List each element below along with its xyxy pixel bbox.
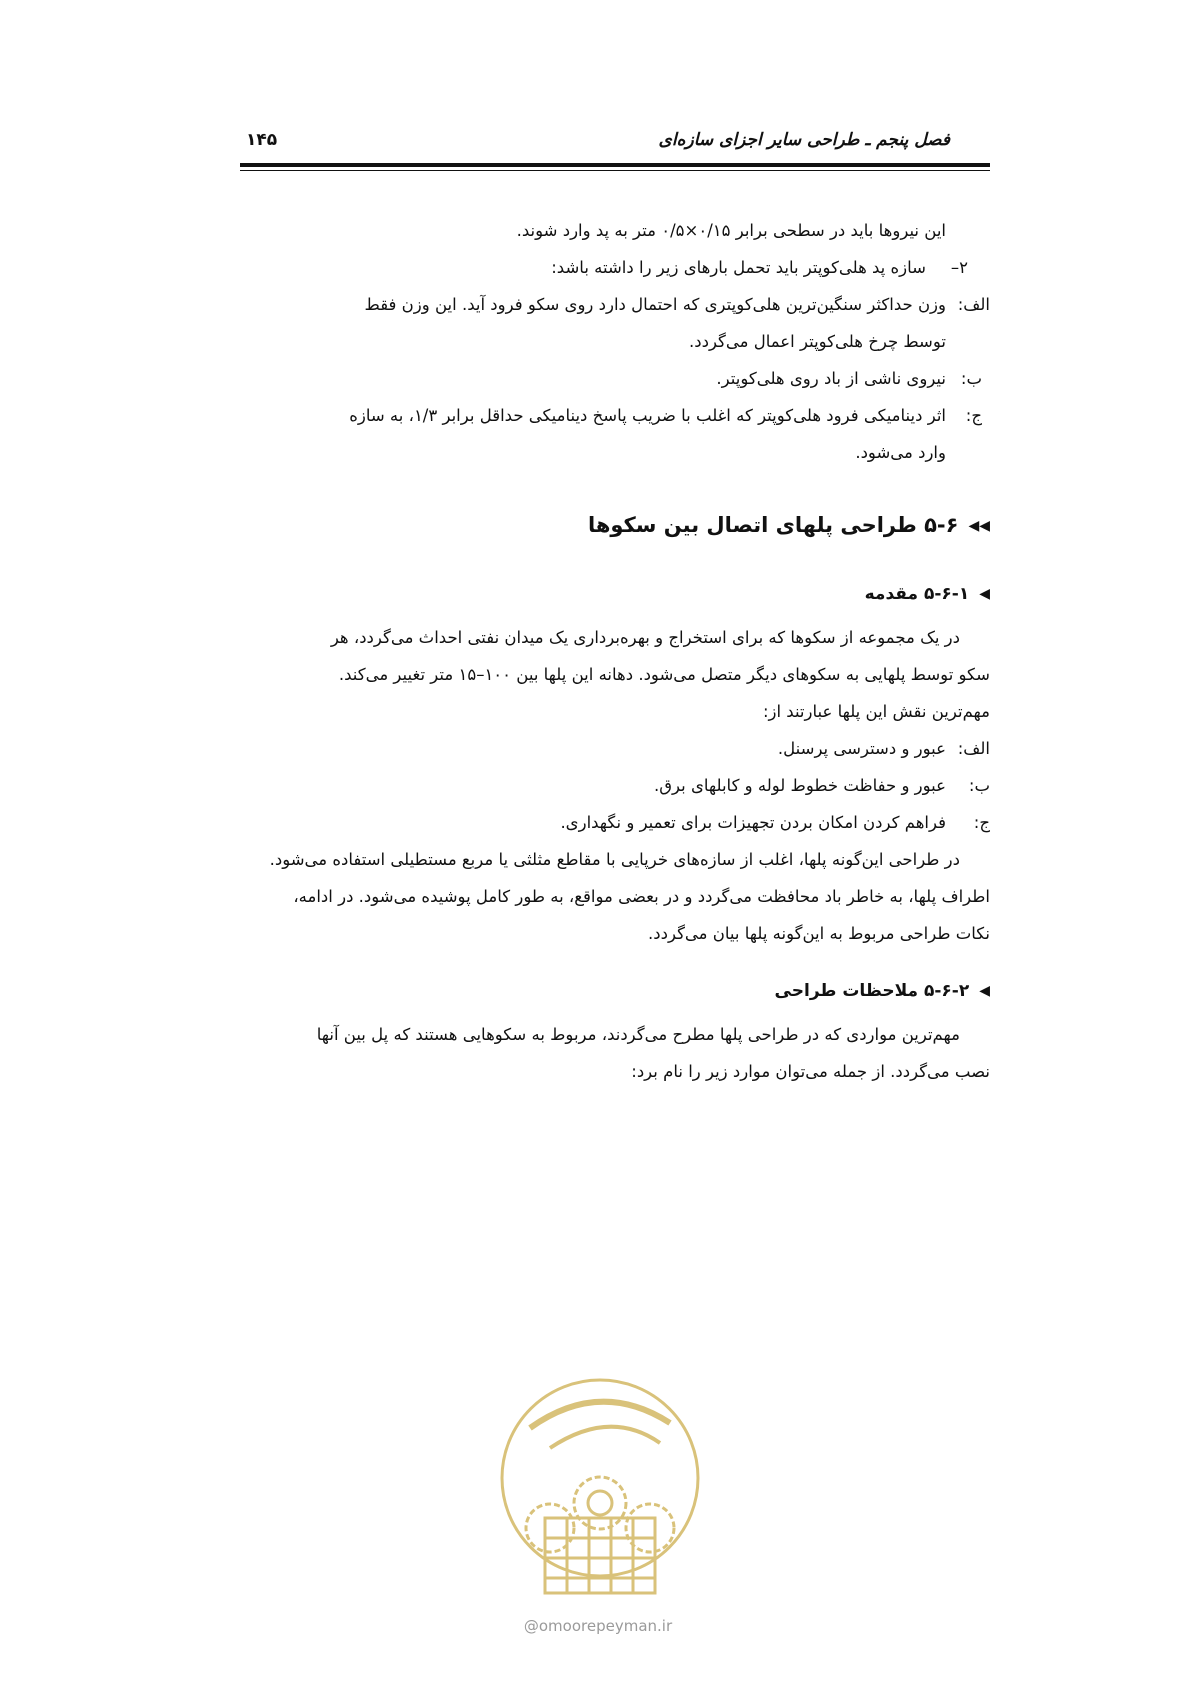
watermark-logo (490, 1368, 710, 1613)
paragraph-line: مهم‌ترین نقش این پلها عبارتند از: (762, 702, 990, 721)
subsection-heading-considerations (240, 966, 990, 1016)
double-arrow-icon: ◀◀ (968, 518, 990, 534)
list-item-text: عبور و حفاظت خطوط لوله و کابلهای برق. (653, 776, 946, 795)
subsection-heading-text: ۵-۶-۱ مقدمه (864, 584, 970, 604)
list-item-2 (240, 249, 990, 286)
intro-line: این نیروها باید در سطحی برابر ۰/۱۵×۰/۵ متر به پد وارد شوند. (516, 221, 946, 240)
list-item-continuation: وارد می‌شود. (855, 443, 946, 462)
subsection-heading-text: ۵-۶-۲ ملاحظات طراحی (774, 981, 970, 1001)
section-heading (240, 495, 990, 555)
page-content (240, 212, 990, 1090)
paragraph-line: اطراف پلها، به خاطر باد محافظت می‌گردد و در بعضی مواقع، به طور کامل پوشیده می‌شود. در ادامه، (293, 887, 990, 906)
list-item-text: عبور و دسترسی پرسنل. (777, 739, 946, 758)
list-marker: الف: (957, 739, 990, 758)
arrow-icon: ◀ (979, 983, 990, 999)
watermark-url: @omoorepeyman.ir (523, 1617, 673, 1635)
chapter-title: فصل پنجم ـ طراحی سایر اجزای سازه‌ای (658, 130, 950, 150)
list-marker: ۲– (950, 258, 968, 277)
list-item-text: فراهم کردن امکان بردن تجهیزات برای تعمیر و نگهداری. (560, 813, 946, 832)
subsection-heading-intro (240, 569, 990, 619)
list-marker: الف: (957, 295, 990, 314)
paragraph-line: نصب می‌گردد. از جمله می‌توان موارد زیر را نام برد: (631, 1062, 990, 1081)
list-item (240, 767, 990, 804)
list-item-alef (240, 286, 990, 323)
paragraph-line: مهم‌ترین مواردی که در طراحی پلها مطرح می‌گردند، مربوط به سکوهایی هستند که پل بین آنها (316, 1025, 960, 1044)
list-item (240, 730, 990, 767)
list-item-text: نیروی ناشی از باد روی هلی‌کوپتر. (716, 369, 946, 388)
list-item (240, 804, 990, 841)
header-rule-thick (240, 163, 990, 167)
list-item-text: اثر دینامیکی فرود هلی‌کوپتر که اغلب با ضریب پاسخ دینامیکی حداقل برابر ۱/۳، به سازه (349, 406, 946, 425)
arrow-icon: ◀ (979, 586, 990, 602)
list-marker: ج: (973, 813, 990, 832)
list-marker: ب: (968, 776, 990, 795)
list-item-jim (240, 397, 990, 434)
list-marker: ج: (965, 406, 982, 425)
list-item-be (240, 360, 990, 397)
paragraph-line: در یک مجموعه از سکوها که برای استخراج و بهره‌برداری یک میدان نفتی احداث می‌گردد، هر (330, 628, 960, 647)
header-rule-thin (240, 170, 990, 171)
list-item-text: وزن حداکثر سنگین‌ترین هلی‌کوپتری که احتمال دارد روی سکو فرود آید. این وزن فقط (364, 295, 946, 314)
list-item-text: سازه پد هلی‌کوپتر باید تحمل بارهای زیر را داشته باشد: (551, 258, 926, 277)
list-item-continuation: توسط چرخ هلی‌کوپتر اعمال می‌گردد. (689, 332, 946, 351)
paragraph-line: در طراحی این‌گونه پلها، اغلب از سازه‌های خرپایی با مقاطع مثلثی یا مربع مستطیلی استفاده می‌شود. (269, 850, 960, 869)
at-icon: @ (523, 1617, 539, 1635)
section-heading-text: ۵-۶ طراحی پلهای اتصال بین سکوها (587, 513, 959, 537)
paragraph-line: نکات طراحی مربوط به این‌گونه پلها بیان می‌گردد. (648, 924, 990, 943)
list-marker: ب: (960, 369, 982, 388)
page-number: ۱۴۵ (246, 130, 278, 150)
paragraph-line: سکو توسط پلهایی به سکوهای دیگر متصل می‌شود. دهانه این پلها بین ۱۰۰–۱۵ متر تغییر می‌کند. (338, 665, 990, 684)
